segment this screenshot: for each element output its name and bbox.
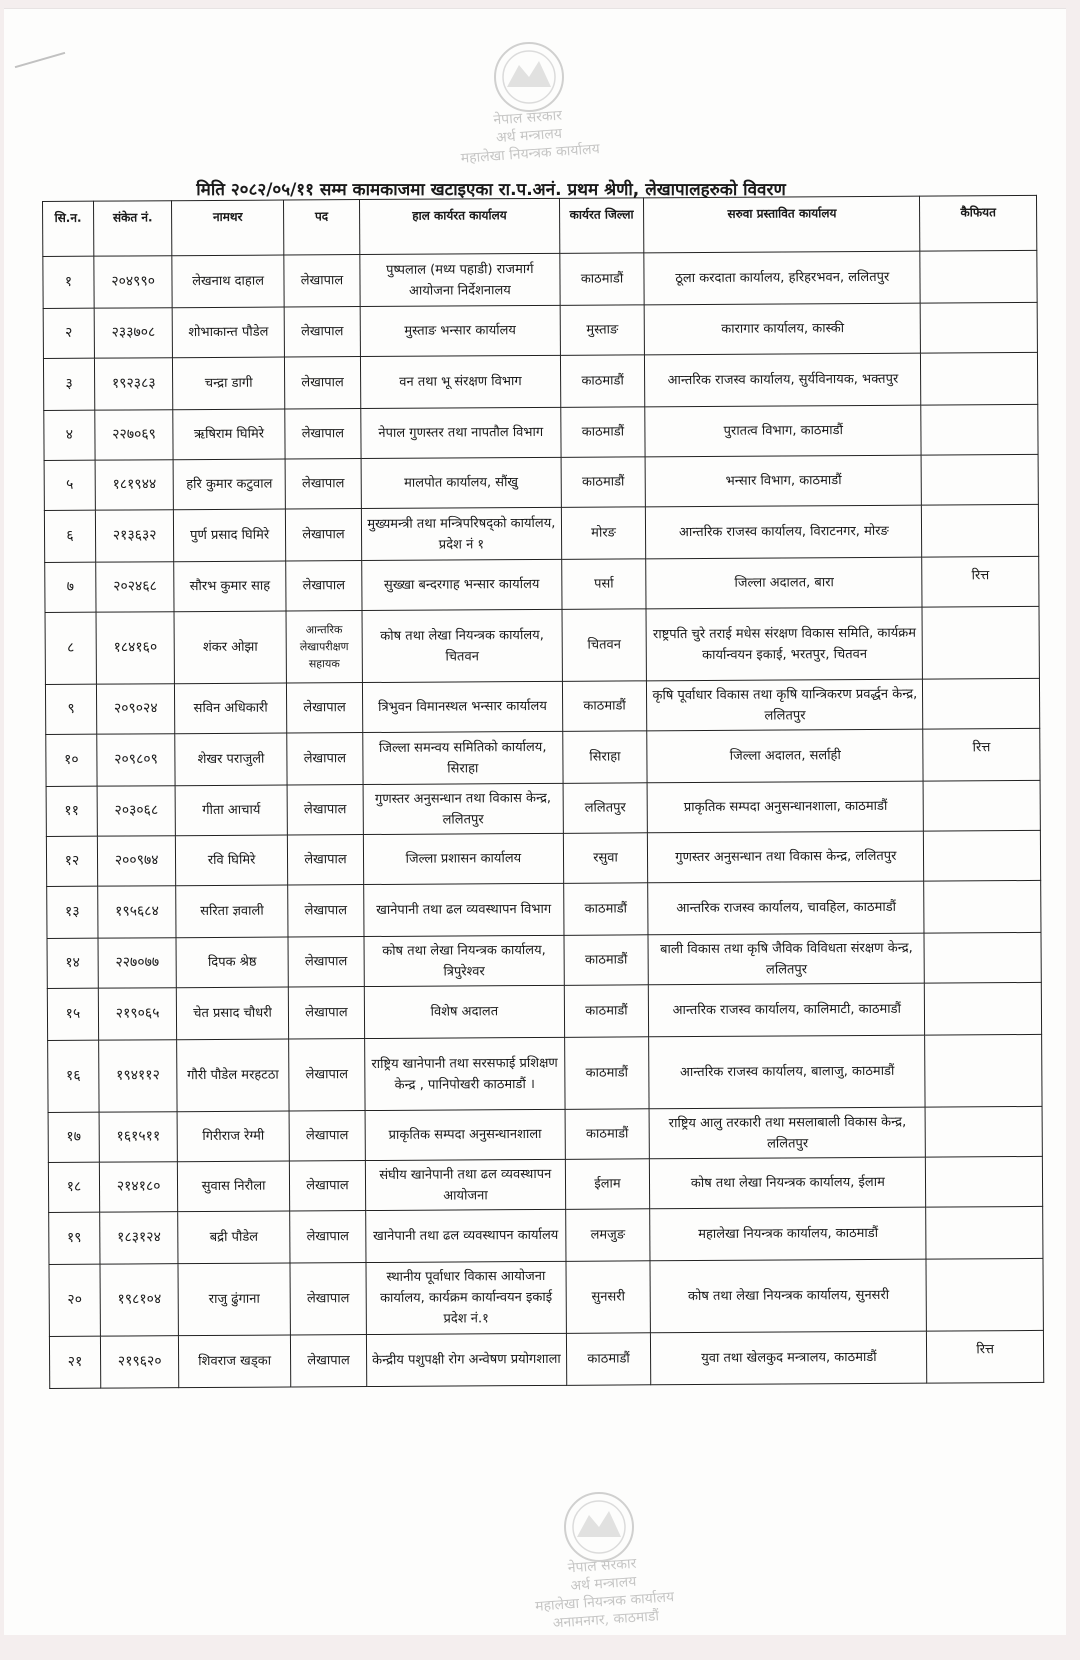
table-row [47,880,1041,938]
scanned-page [4,8,1066,1635]
remarks-cell [924,880,1041,933]
district-cell: रसुवा [563,833,648,884]
header-proposed-office: सरुवा प्रस्तावित कार्यालय [644,196,920,253]
proposed-office-cell: कोष तथा लेखा नियन्त्रक कार्यालय, ईलाम [650,1157,926,1209]
table-row [44,504,1038,562]
proposed-office-cell: आन्तरिक राजस्व कार्यालय, विराटनगर, मोरङ [646,505,922,559]
table-row [43,302,1037,358]
district-cell: मुस्ताङ [560,305,645,356]
serial-cell: ८ [45,612,96,684]
table-row [48,1034,1042,1112]
seal-text-line: अर्थ मन्त्रालय [569,1573,637,1595]
table-row [45,606,1039,684]
code-cell: २१३६३२ [95,510,174,562]
remarks-cell [924,830,1041,881]
serial-cell: १० [46,734,97,786]
proposed-office-cell: राष्ट्रपति चुरे तराई मधेस संरक्षण विकास समिति, कार्यक्रम कार्यान्वयन इकाई, भरतपुर, चितवन [646,607,922,681]
serial-cell: ६ [44,510,95,562]
district-cell: सिराहा [562,731,647,784]
serial-cell: १७ [48,1112,99,1162]
current-office-cell: खानेपानी तथा ढल व्यवस्थापन कार्यालय [366,1209,566,1262]
name-cell: लेखनाथ दाहाल [172,255,284,308]
post-cell: लेखापाल [289,1161,366,1211]
serial-cell: १ [43,256,94,308]
header-district: कार्यरत जिल्ला [559,198,644,254]
district-cell: काठमाडौं [563,883,648,936]
table-row [43,352,1037,410]
name-cell: सुवास निरौला [178,1161,290,1212]
current-office-cell: जिल्ला समन्वय समितिको कार्यालय, सिराहा [363,731,563,784]
table-row [44,404,1038,460]
header-current-office: हाल कार्यरत कार्यालय [360,198,560,254]
serial-cell: १३ [47,886,98,938]
serial-cell: १८ [48,1162,99,1212]
document-title: मिति २०८२/०५/११ सम्म कामकाजमा खटाइएका रा.प.अनं. प्रथम श्रेणी, लेखापालहरुको विवरण [196,180,786,200]
current-office-cell: राष्ट्रिय खानेपानी तथा सरसफाई प्रशिक्षण केन्द्र , पानिपोखरी काठमाडौं । [365,1037,565,1110]
current-office-cell: गुणस्तर अनुसन्धान तथा विकास केन्द्र, ललितपुर [363,783,563,834]
table-row [47,982,1041,1040]
name-cell: सौरभ कुमार साह [174,561,286,612]
code-cell: १८३१२४ [100,1212,179,1264]
serial-cell: ११ [46,786,97,836]
current-office-cell: त्रिभुवन विमानस्थल भन्सार कार्यालय [363,681,563,732]
district-cell: मोरङ [561,507,646,560]
table-row [48,1106,1042,1162]
remarks-cell [925,1106,1042,1157]
post-cell: लेखापाल [288,987,365,1039]
current-office-cell: मुस्ताङ भन्सार कार्यालय [360,305,560,356]
current-office-cell: खानेपानी तथा ढल व्यवस्थापन विभाग [364,883,564,936]
remarks-cell [925,982,1042,1035]
post-cell: लेखापाल [288,1039,365,1111]
district-cell: काठमाडौं [560,407,645,458]
serial-cell: ३ [43,358,94,410]
remarks-cell: रित्त [923,728,1040,781]
post-cell: आन्तरिक लेखापरीक्षण सहायक [286,611,363,683]
emblem-icon [549,1487,649,1567]
proposed-office-cell: आन्तरिक राजस्व कार्यालय, सुर्यविनायक, भक्तपुर [645,353,921,407]
current-office-cell: कोष तथा लेखा नियन्त्रक कार्यालय, त्रिपुरेश्वर [364,935,564,986]
seal-text-line: महालेखा नियन्त्रक कार्यालय [460,141,601,167]
district-cell: पर्सा [561,559,646,610]
name-cell: रवि घिमिरे [176,835,288,886]
code-cell: १८१९४४ [95,460,174,510]
emblem-icon [479,37,579,117]
proposed-office-cell: कारागार कार्यालय, कास्की [645,303,921,355]
remarks-cell [921,404,1038,455]
code-cell: २१९६२० [100,1336,179,1388]
name-cell: बद्री पौडेल [178,1211,290,1264]
remarks-cell [926,1258,1043,1331]
district-cell: काठमाडौं [565,1109,650,1160]
proposed-office-cell: युवा तथा खेलकुद मन्त्रालय, काठमाडौं [651,1331,927,1385]
current-office-cell: मुख्यमन्त्री तथा मन्त्रिपरिषद्को कार्यालय, प्रदेश नं १ [362,507,562,560]
serial-cell: ५ [44,460,95,510]
name-cell: गिरीराज रेग्मी [177,1111,289,1162]
post-cell: लेखापाल [287,835,364,885]
name-cell: दिपक श्रेष्ठ [176,937,288,988]
post-cell: लेखापाल [286,683,363,733]
district-cell: काठमाडौं [562,681,647,732]
seal-text-line: नेपाल सरकार [567,1555,637,1577]
seal-text-line: अनामनगर, काठमाडौं [552,1608,660,1632]
name-cell: शिवराज खड्का [179,1335,291,1388]
remarks-cell [921,454,1038,505]
remarks-cell [922,504,1039,557]
serial-cell: ४ [44,410,95,460]
district-cell: चितवन [562,609,647,682]
code-cell: २०९८०९ [97,734,176,786]
name-cell: राजु ढुंगाना [178,1263,290,1336]
proposed-office-cell: बाली विकास तथा कृषि जैविक विविधता संरक्षण केन्द्र, ललितपुर [648,933,924,985]
code-cell: २०३०६८ [97,786,176,836]
district-cell: काठमाडौं [566,1333,651,1386]
proposed-office-cell: राष्ट्रिय आलु तरकारी तथा मसलाबाली विकास केन्द्र, ललितपुर [649,1107,925,1159]
proposed-office-cell: जिल्ला अदालत, सर्लाही [647,729,923,783]
current-office-cell: संघीय खानेपानी तथा ढल व्यवस्थापन आयोजना [366,1159,566,1210]
table-row [49,1258,1043,1336]
remarks-cell [926,1206,1043,1259]
proposed-office-cell: आन्तरिक राजस्व कार्यालय, चावहिल, काठमाडौं [648,881,924,935]
serial-cell: १६ [48,1040,99,1112]
district-cell: काठमाडौं [564,935,649,986]
post-cell: लेखापाल [284,307,361,357]
post-cell: लेखापाल [285,561,362,611]
code-cell: २०२४६८ [96,562,175,612]
current-office-cell: विशेष अदालत [364,985,564,1038]
district-cell: काठमाडौं [560,355,645,408]
code-cell: १८४१६० [96,612,175,684]
post-cell: लेखापाल [285,409,362,459]
district-cell: ललितपुर [563,783,648,834]
serial-cell: ९ [45,684,96,734]
post-cell: लेखापाल [284,357,361,409]
name-cell: शेखर पराजुली [175,733,287,786]
remarks-cell [923,780,1040,831]
current-office-cell: प्राकृतिक सम्पदा अनुसन्धानशाला [365,1109,565,1160]
name-cell: चेत प्रसाद चौधरी [177,987,289,1040]
proposed-office-cell: आन्तरिक राजस्व कार्यालय, बालाजु, काठमाडौं [649,1035,925,1109]
name-cell: सरिता ज्ञवाली [176,885,288,938]
post-cell: लेखापाल [289,1211,366,1263]
code-cell: २२७०६९ [95,410,174,460]
table-row [43,250,1037,308]
seal-text-line: अर्थ मन्त्रालय [495,125,563,147]
current-office-cell: स्थानीय पूर्वाधार विकास आयोजना कार्यालय, कार्यक्रम कार्यान्वयन इकाई प्रदेश नं.१ [366,1261,566,1334]
header-serial: सि.न. [43,201,94,256]
office-seal-bottom [504,1487,704,1637]
serial-cell: २१ [49,1336,100,1388]
district-cell: ईलाम [565,1159,650,1210]
current-office-cell: वन तथा भू संरक्षण विभाग [361,355,561,408]
table-header-row [43,195,1037,256]
proposed-office-cell: महालेखा नियन्त्रक कार्यालय, काठमाडौं [650,1207,926,1261]
name-cell: चन्द्रा डागी [173,357,285,410]
remarks-cell [922,606,1039,679]
header-name: नामथर [172,200,284,256]
proposed-office-cell: भन्सार विभाग, काठमाडौं [646,455,922,507]
code-cell: १६१५११ [99,1112,178,1162]
code-cell: २३३७०८ [94,308,173,358]
post-cell: लेखापाल [287,885,364,937]
code-cell: २१४१८० [99,1162,178,1212]
district-cell: काठमाडौं [564,1037,649,1110]
table-row [48,1156,1042,1212]
code-cell: २०४९९० [94,256,173,308]
remarks-cell [924,932,1041,983]
table-row [49,1206,1043,1264]
code-cell: २२७०७७ [98,938,177,988]
code-cell: १९४११२ [99,1040,178,1112]
table-row [44,454,1038,510]
proposed-office-cell: जिल्ला अदालत, बारा [646,557,922,609]
current-office-cell: सुख्खा बन्दरगाह भन्सार कार्यालय [362,559,562,610]
table-row [45,556,1039,612]
code-cell: २००९७४ [97,836,176,886]
name-cell: शंकर ओझा [174,611,286,684]
name-cell: सविन अधिकारी [175,683,287,734]
current-office-cell: पुष्पलाल (मध्य पहाडी) राजमार्ग आयोजना निर्देशनालय [360,253,560,306]
district-cell: काठमाडौं [561,457,646,508]
post-cell: लेखापाल [290,1335,367,1387]
proposed-office-cell: गुणस्तर अनुसन्धान तथा विकास केन्द्र, ललितपुर [648,831,924,883]
header-post: पद [283,200,360,255]
proposed-office-cell: प्राकृतिक सम्पदा अनुसन्धानशाला, काठमाडौं [648,781,924,833]
table-row [46,830,1040,886]
name-cell: हरि कुमार कटुवाल [173,459,285,510]
proposed-office-cell: कोष तथा लेखा नियन्त्रक कार्यालय, सुनसरी [650,1259,926,1333]
remarks-cell: रित्त [927,1330,1044,1383]
table-row [45,678,1039,734]
code-cell: १९८१०४ [100,1264,179,1336]
table-row [49,1330,1043,1388]
proposed-office-cell: पुरातत्व विभाग, काठमाडौं [645,405,921,457]
serial-cell: २० [49,1264,100,1336]
post-cell: लेखापाल [290,1263,367,1335]
pen-mark [15,52,66,68]
proposed-office-cell: ठूला करदाता कार्यालय, हरिहरभवन, ललितपुर [644,251,920,305]
table-row [46,728,1040,786]
remarks-cell [920,250,1037,303]
current-office-cell: मालपोत कार्यालय, सौंखु [361,457,561,508]
post-cell: लेखापाल [288,937,365,987]
name-cell: गीता आचार्य [175,785,287,836]
office-seal-top [434,37,624,187]
name-cell: शोभाकान्त पौडेल [173,307,285,358]
current-office-cell: नेपाल गुणस्तर तथा नापतौल विभाग [361,407,561,458]
post-cell: लेखापाल [289,1111,366,1161]
serial-cell: १९ [49,1212,100,1264]
post-cell: लेखापाल [285,509,362,561]
current-office-cell: कोष तथा लेखा नियन्त्रक कार्यालय, चितवन [362,609,562,682]
remarks-cell [925,1034,1042,1107]
header-code: संकेत नं. [93,201,172,256]
district-cell: काठमाडौं [559,253,644,306]
post-cell: लेखापाल [287,785,364,835]
code-cell: १९२३८३ [94,358,173,410]
table-row [46,780,1040,836]
serial-cell: २ [43,308,94,358]
proposed-office-cell: आन्तरिक राजस्व कार्यालय, कालिमाटी, काठमाडौं [649,983,925,1037]
code-cell: १९५६८४ [98,886,177,938]
post-cell: लेखापाल [285,459,362,509]
remarks-cell [921,352,1038,405]
seal-text-line: नेपाल सरकार [492,107,563,129]
current-office-cell: जिल्ला प्रशासन कार्यालय [364,833,564,884]
name-cell: पुर्ण प्रसाद घिमिरे [174,509,286,562]
district-cell: काठमाडौं [564,985,649,1038]
remarks-cell [923,678,1040,729]
serial-cell: १५ [47,988,98,1040]
serial-cell: १४ [47,938,98,988]
seal-text-line: महालेखा नियन्त्रक कार्यालय [534,1589,675,1615]
post-cell: लेखापाल [287,733,364,785]
remarks-cell [920,302,1037,353]
district-cell: लमजुङ [565,1209,650,1262]
code-cell: २०९०२४ [96,684,175,734]
district-cell: सुनसरी [566,1261,651,1334]
serial-cell: १२ [46,836,97,886]
code-cell: २१९०६५ [98,988,177,1040]
serial-cell: ७ [45,562,96,612]
remarks-cell [926,1156,1043,1207]
staff-table [42,195,1044,1389]
name-cell: गौरी पौडेल मरहटठा [177,1039,289,1112]
name-cell: ऋषिराम घिमिरे [173,409,285,460]
current-office-cell: केन्द्रीय पशुपक्षी रोग अन्वेषण प्रयोगशाला [367,1333,567,1386]
post-cell: लेखापाल [284,255,361,307]
proposed-office-cell: कृषि पूर्वाधार विकास तथा कृषि यान्त्रिकरण प्रवर्द्धन केन्द्र, ललितपुर [647,679,923,731]
remarks-cell: रित्त [922,556,1039,607]
table-row [47,932,1041,988]
header-remarks: कैफियत [920,195,1037,251]
